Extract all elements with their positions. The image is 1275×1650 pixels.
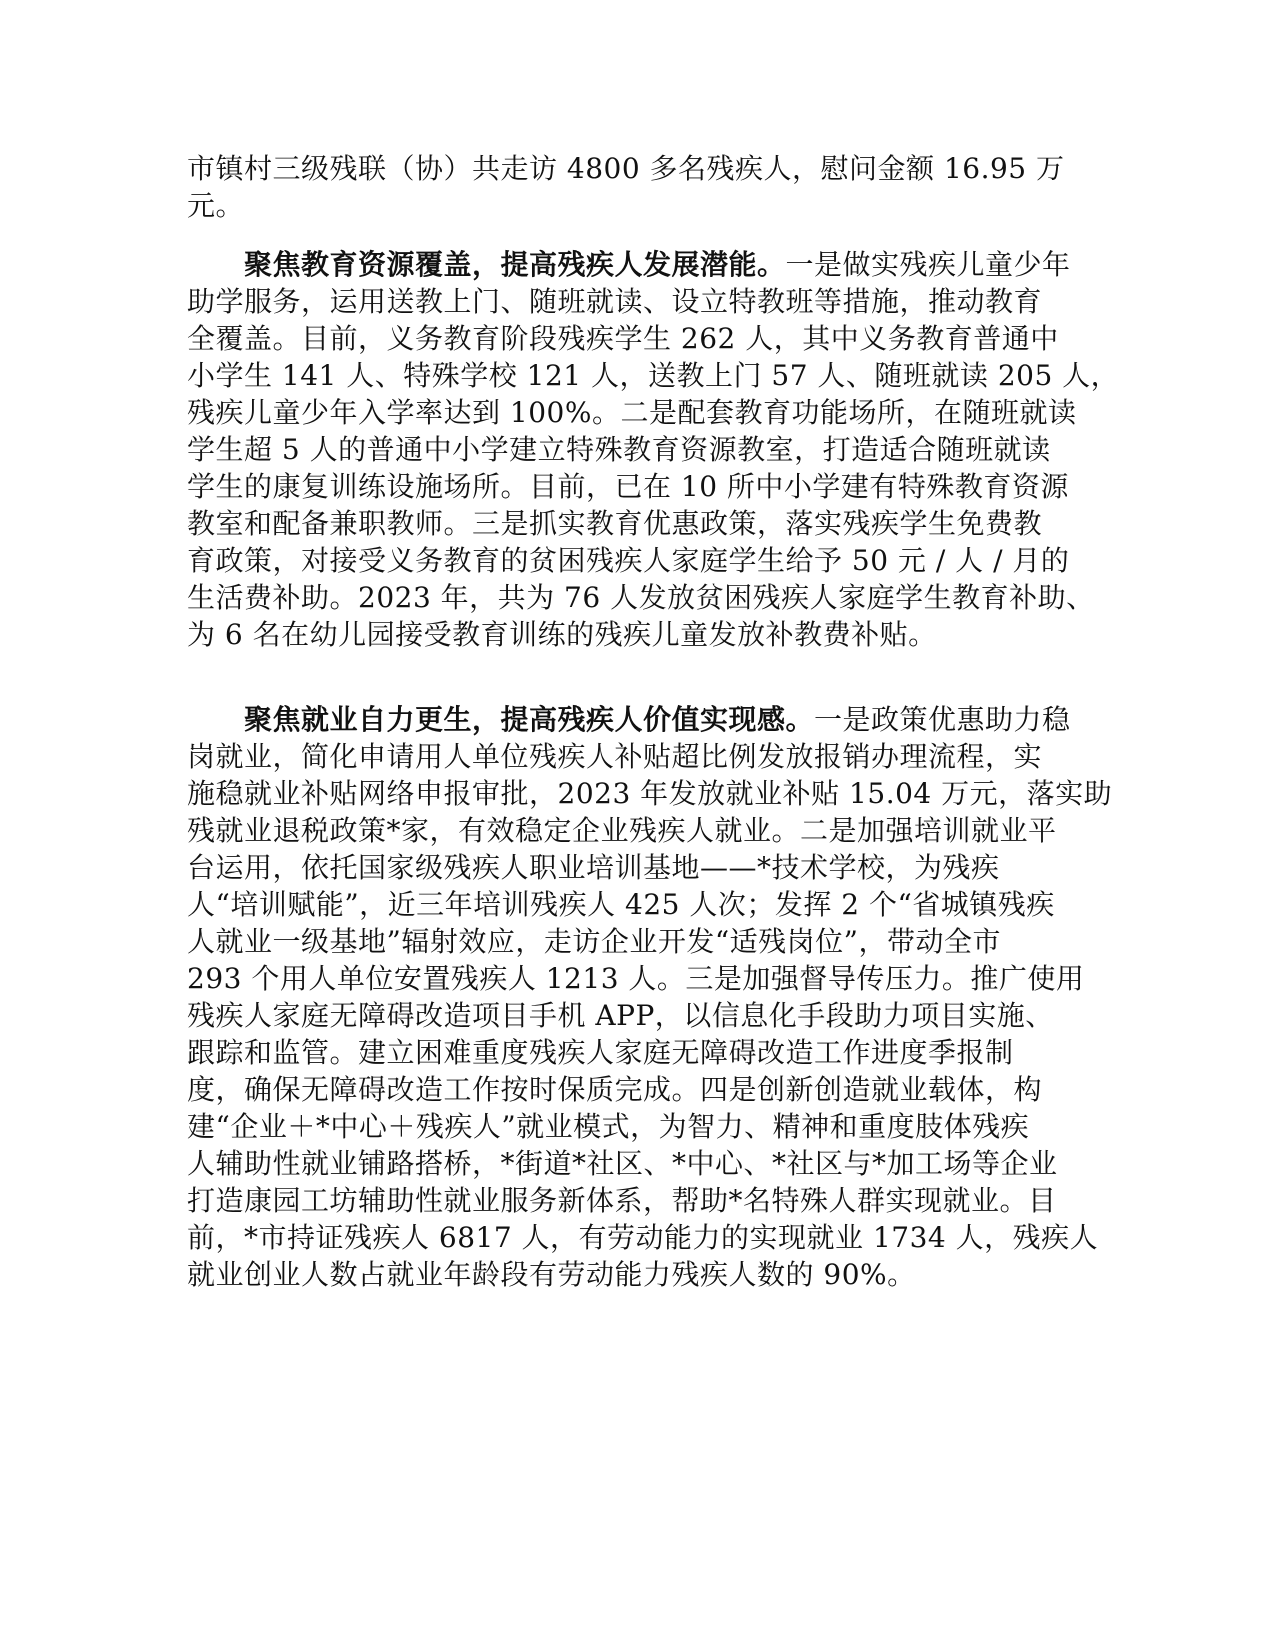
text-run: 市镇村三级残联（协）共走访 4800 多名残疾人，慰问金额 16.95 万 (187, 152, 1065, 185)
paragraph-education (187, 246, 1120, 653)
text-line (187, 542, 1087, 579)
text-line (187, 1071, 1087, 1108)
text-run: 度，确保无障碍改造工作按时保质完成。四是创新创造就业载体，构 (187, 1073, 1043, 1106)
text-run: 学生的康复训练设施场所。目前，已在 10 所中小学建有特殊教育资源 (187, 470, 1069, 503)
text-run: 学生超 5 人的普通中小学建立特殊教育资源教室，打造适合随班就读 (187, 433, 1051, 466)
text-line (187, 283, 1087, 320)
text-run: 小学生 141 人、特殊学校 121 人，送教上门 57 人、随班就读 205 人， (187, 359, 1120, 392)
text-run: 元。 (187, 189, 245, 222)
text-run: 一是政策优惠助力稳 (814, 703, 1071, 736)
paragraph-employment (187, 701, 1113, 1293)
text-run: 施稳就业补贴网络申报审批，2023 年发放就业补贴 15.04 万元，落实助 (187, 777, 1113, 810)
spacer (187, 248, 244, 281)
paragraph-heading: 聚焦教育资源覆盖，提高残疾人发展潜能。 (244, 248, 786, 281)
text-run: 人辅助性就业铺路搭桥，*街道*社区、*中心、*社区与*加工场等企业 (187, 1147, 1058, 1180)
paragraph-heading: 聚焦就业自力更生，提高残疾人价值实现感。 (244, 703, 815, 736)
text-run: 全覆盖。目前，义务教育阶段残疾学生 262 人，其中义务教育普通中 (187, 322, 1059, 355)
text-line (187, 701, 1087, 738)
text-run: 一是做实残疾儿童少年 (785, 248, 1071, 281)
text-line (187, 849, 1087, 886)
spacer (187, 703, 244, 736)
text-line (187, 150, 1087, 187)
text-line (187, 246, 1087, 283)
text-run: 教室和配备兼职教师。三是抓实教育优惠政策，落实残疾学生免费教 (187, 507, 1043, 540)
text-run: 台运用，依托国家级残疾人职业培训基地——*技术学校，为残疾 (187, 851, 1000, 884)
text-run: 打造康园工坊辅助性就业服务新体系，帮助*名特殊人群实现就业。目 (187, 1184, 1057, 1217)
text-run: 293 个用人单位安置残疾人 1213 人。三是加强督导传压力。推广使用 (187, 962, 1085, 995)
text-line (187, 431, 1087, 468)
text-run: 残疾儿童少年入学率达到 100%。二是配套教育功能场所，在随班就读 (187, 396, 1077, 429)
text-run: 残疾人家庭无障碍改造项目手机 APP，以信息化手段助力项目实施、 (187, 999, 1054, 1032)
text-line (187, 1219, 1099, 1256)
text-line (187, 320, 1087, 357)
text-run: 人就业一级基地”辐射效应，走访企业开发“适残岗位”，带动全市 (187, 925, 1001, 958)
text-run: 跟踪和监管。建立困难重度残疾人家庭无障碍改造工作进度季报制 (187, 1036, 1014, 1069)
text-run: 就业创业人数占就业年龄段有劳动能力残疾人数的 90%。 (187, 1258, 916, 1291)
text-line (187, 775, 1113, 812)
text-run: 前，*市持证残疾人 6817 人，有劳动能力的实现就业 1734 人，残疾人 (187, 1221, 1099, 1254)
text-run: 生活费补助。2023 年，共为 76 人发放贫困残疾人家庭学生教育补助、 (187, 581, 1095, 614)
text-line (187, 1108, 1087, 1145)
text-run: 助学服务，运用送教上门、随班就读、设立特教班等措施，推动教育 (187, 285, 1043, 318)
paragraph-intro (187, 150, 1087, 224)
text-line (187, 997, 1087, 1034)
text-line (187, 1182, 1087, 1219)
text-run: 人“培训赋能”，近三年培训残疾人 425 人次；发挥 2 个“省城镇残疾 (187, 888, 1055, 921)
text-line (187, 886, 1087, 923)
text-line (187, 738, 1087, 775)
text-line (187, 812, 1087, 849)
text-line (187, 923, 1087, 960)
text-run: 岗就业，简化申请用人单位残疾人补贴超比例发放报销办理流程，实 (187, 740, 1043, 773)
text-run: 育政策，对接受义务教育的贫困残疾人家庭学生给予 50 元 / 人 / 月的 (187, 544, 1070, 577)
text-line (187, 1034, 1087, 1071)
text-line (187, 1145, 1087, 1182)
text-line (187, 579, 1095, 616)
text-line (187, 505, 1087, 542)
text-line (187, 187, 1087, 224)
text-line (187, 394, 1087, 431)
text-line (187, 616, 1087, 653)
text-run: 残就业退税政策*家，有效稳定企业残疾人就业。二是加强培训就业平 (187, 814, 1057, 847)
text-line (187, 357, 1120, 394)
text-line (187, 960, 1087, 997)
text-line (187, 468, 1087, 505)
text-run: 建“企业＋*中心＋残疾人”就业模式，为智力、精神和重度肢体残疾 (187, 1110, 1030, 1143)
text-line (187, 1256, 1087, 1293)
text-run: 为 6 名在幼儿园接受教育训练的残疾儿童发放补教费补贴。 (187, 618, 937, 651)
